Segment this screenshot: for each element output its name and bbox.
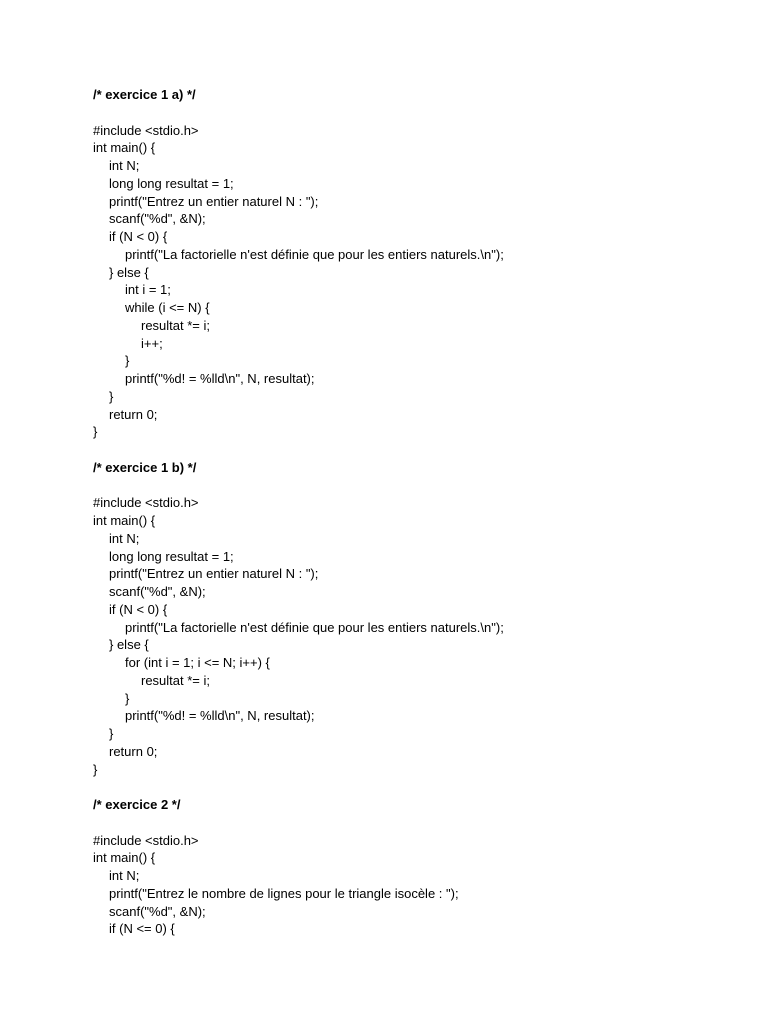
blank-line [93,104,733,122]
code-line: printf("La factorielle n'est définie que pour les entiers naturels.\n"); [125,246,504,262]
code-line: while (i <= N) { [125,300,210,315]
blank-line [93,441,733,459]
section-exercice-1b [93,459,733,796]
code-line: #include <stdio.h> [93,122,199,138]
code-line: long long resultat = 1; [109,548,234,564]
code-line: scanf("%d", &N); [109,584,206,599]
code-line: printf("Entrez le nombre de lignes pour le triangle isocèle : "); [109,885,459,901]
blank-line [93,778,733,796]
code-line: int main() { [93,850,156,866]
code-line: return 0; [109,743,158,759]
code-line: int N; [109,868,140,883]
code-line: } else { [109,637,149,653]
code-line: scanf("%d", &N); [109,903,206,919]
code-line: long long resultat = 1; [109,175,234,191]
code-line: } else { [109,264,149,280]
code-line: if (N < 0) { [109,601,168,617]
code-line: int N; [109,158,140,173]
code-block [93,122,733,442]
code-line: printf("%d! = %lld\n", N, resultat); [125,371,315,386]
code-line: } [93,424,98,440]
code-line: } [125,690,130,706]
code-block [93,494,733,778]
section-heading: /* exercice 2 */ [93,797,181,812]
code-line: resultat *= i; [141,672,211,688]
code-line: #include <stdio.h> [93,832,199,848]
code-line: if (N < 0) { [109,229,168,244]
code-line: if (N <= 0) { [109,921,175,937]
code-line: } [109,726,114,741]
code-line: printf("Entrez un entier naturel N : "); [109,193,319,209]
code-line: for (int i = 1; i <= N; i++) { [125,655,270,670]
code-line: int main() { [93,513,156,528]
code-block [93,832,733,939]
section-exercice-2 [93,796,733,938]
code-line: #include <stdio.h> [93,495,199,511]
code-line: } [125,353,130,369]
document-page [93,86,733,938]
code-line: resultat *= i; [141,317,211,333]
blank-line [93,814,733,832]
code-line: int N; [109,530,140,546]
code-line: scanf("%d", &N); [109,211,206,227]
section-exercice-1a [93,86,733,459]
code-line: i++; [141,335,163,351]
code-line: } [93,761,98,777]
blank-line [93,477,733,495]
code-line: return 0; [109,406,158,422]
code-line: printf("La factorielle n'est définie que pour les entiers naturels.\n"); [125,619,504,635]
code-line: int i = 1; [125,282,171,298]
section-heading: /* exercice 1 b) */ [93,459,197,475]
code-line: int main() { [93,140,156,156]
code-line: } [109,388,114,404]
code-line: printf("Entrez un entier naturel N : "); [109,566,319,582]
code-line: printf("%d! = %lld\n", N, resultat); [125,708,315,724]
section-heading: /* exercice 1 a) */ [93,87,196,102]
